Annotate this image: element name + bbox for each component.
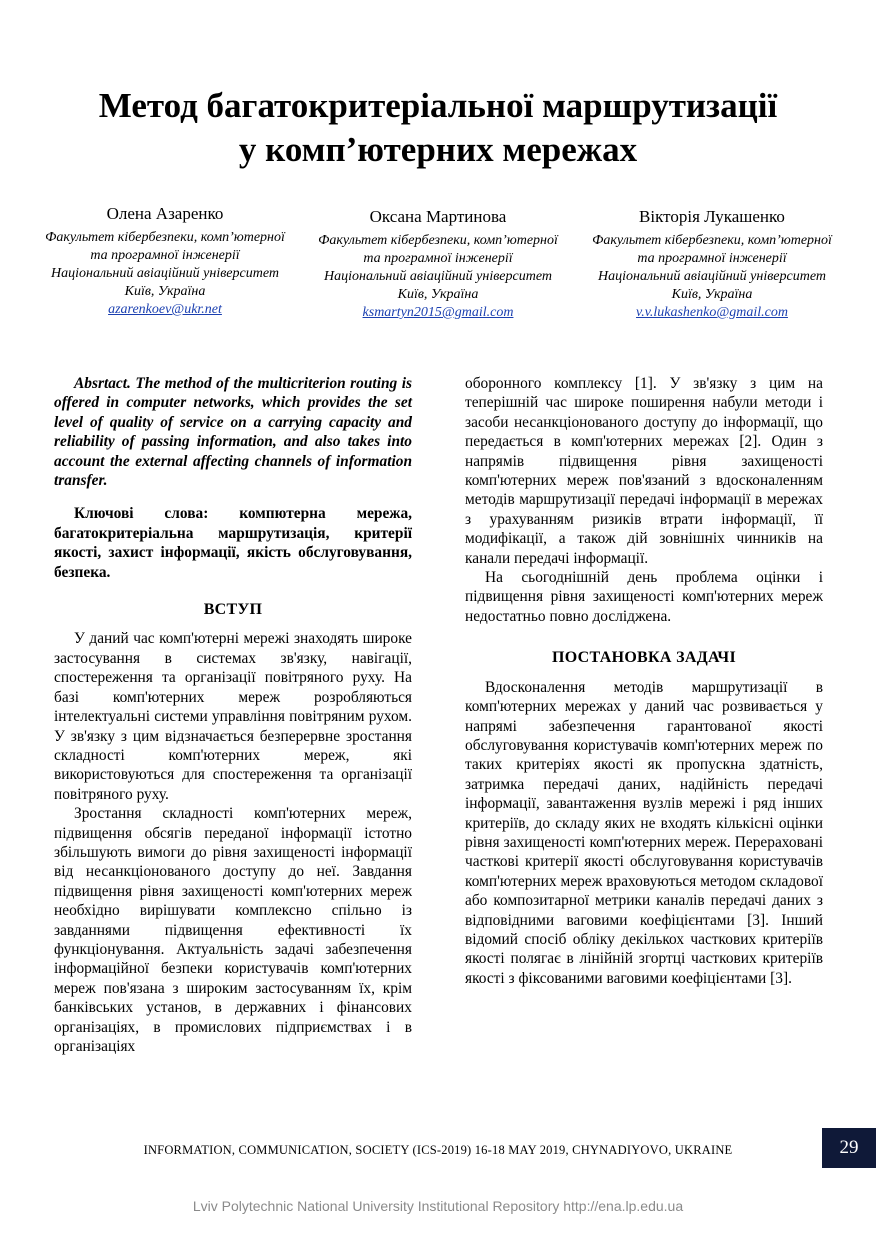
author-block-1 bbox=[40, 203, 290, 319]
author-name: Оксана Мартинова bbox=[369, 207, 507, 226]
keywords: Ключові слова: компютерна мережа, багатокритеріальна маршрутизація, критерії якості, захист інформації, якість обслуговування, безпека. bbox=[54, 505, 412, 581]
title-line-1: Метод багатокритеріальної маршрутизації bbox=[98, 86, 778, 125]
author-city: Київ, Україна bbox=[397, 287, 479, 302]
author-email[interactable]: v.v.lukashenko@gmail.com bbox=[636, 305, 788, 320]
author-university: Національний авіаційний університет bbox=[598, 269, 826, 284]
right-column bbox=[465, 374, 823, 988]
author-email[interactable]: azarenkoev@ukr.net bbox=[108, 302, 222, 317]
author-block-2 bbox=[313, 206, 563, 322]
intro-paragraph-3: оборонного комплексу [1]. У зв'язку з цим на теперішній час широке поширення набули методи і засоби несанкціонованого доступу до інформації, що передається в комп'ютерних мережах [2]. Один з напрямів підвищення рівня захищеності комп'ютерних мереж пов'язаний з вдосконаленням методів маршрутизації передачі інформації в мережах з урахуванням ризиків втрати інформації, її модифікації, а також дій зовнішніх чинників на канали передачі інформації. bbox=[465, 375, 823, 567]
author-city: Київ, Україна bbox=[671, 287, 753, 302]
author-faculty: Факультет кібербезпеки, комп’ютерної та програмної інженерії bbox=[45, 230, 285, 263]
author-university: Національний авіаційний університет bbox=[51, 266, 279, 281]
abstract: Absrtact. The method of the multicriterion routing is offered in computer networks, which provides the set level of quality of service on a carrying capacity and reliability of passing information, and also takes into account the external affecting channels of information transfer. bbox=[54, 375, 412, 490]
author-faculty: Факультет кібербезпеки, комп’ютерної та програмної інженерії bbox=[592, 233, 832, 266]
page-number: 29 bbox=[822, 1128, 876, 1168]
author-faculty: Факультет кібербезпеки, комп’ютерної та програмної інженерії bbox=[318, 233, 558, 266]
section-heading-intro: ВСТУП bbox=[203, 601, 263, 619]
intro-paragraph-1: У даний час комп'ютерні мережі знаходять широке застосування в системах зв'язку, навігації, спостереження та організації повітряного руху. На базі комп'ютерних мереж розробляються інтелектуальні системи управління повітряним рухом. У зв'язку з цим відзначається безперервне зростання складності комп'ютерних мереж, які використовуються для спостереження та організації повітряного руху. bbox=[54, 630, 412, 803]
intro-paragraph-2: Зростання складності комп'ютерних мереж, підвищення обсягів переданої інформації істотно збільшують вимоги до рівня захищеності інформації від несанкціонованого доступу до неї. Завдання підвищення рівня захищеності комп'ютерних мереж необхідно вирішувати комплексно спільно із завданнями підвищення ефективності їх функціонування. Актуальність задачі забезпечення інформаційної безпеки користувачів комп'ютерних мереж пов'язана з широким застосуванням їх, крім банківських установ, в державних і фінансових організаціях, в промислових підприємствах і в організаціях bbox=[54, 805, 412, 1055]
problem-paragraph-1: Вдосконалення методів маршрутизації в комп'ютерних мережах у даний час розвивається у напрямі забезпечення гарантованої якості обслуговування користувачів комп'ютерних мереж по таких критеріях якості як пропускна здатність, затримка передачі даних, надійність передачі інформації, завантаження вузлів мережі і ряд інших критеріїв, до складу яких не входять кількісні оцінки рівня захищеності комп'ютерних мереж. Перераховані часткові критерії якості обслуговування користувачів комп'ютерних мереж враховуються методом складової або композитарної метрики каналів передачі даних з відповідними ваговими коефіцієнтами [3]. Інший відомий спосіб обліку декількох часткових критеріїв якості полягає в лінійній згортці часткових критеріїв якості з фіксованими ваговими коефіцієнтами [3]. bbox=[465, 678, 823, 987]
intro-paragraph-4: На сьогоднішній день проблема оцінки і підвищення рівня захищеності комп'ютерних мереж недостатньо повно досліджена. bbox=[465, 569, 823, 625]
title-line-2: у комп’ютерних мережах bbox=[238, 130, 638, 169]
author-name: Вікторія Лукашенко bbox=[639, 207, 785, 226]
paper-title bbox=[0, 84, 876, 172]
author-block-3 bbox=[587, 206, 837, 322]
author-email[interactable]: ksmartyn2015@gmail.com bbox=[362, 305, 514, 320]
left-column bbox=[54, 374, 412, 1056]
author-city: Київ, Україна bbox=[124, 284, 206, 299]
author-name: Олена Азаренко bbox=[106, 204, 224, 223]
repository-watermark[interactable]: Lviv Polytechnic National University Institutional Repository http://ena.lp.edu.ua bbox=[192, 1198, 684, 1214]
section-heading-problem: ПОСТАНОВКА ЗАДАЧІ bbox=[552, 649, 736, 667]
author-university: Національний авіаційний університет bbox=[324, 269, 552, 284]
conference-footer: INFORMATION, COMMUNICATION, SOCIETY (ICS-2019) 16-18 MAY 2019, CHYNADIYOVO, UKRAINE bbox=[143, 1143, 733, 1157]
